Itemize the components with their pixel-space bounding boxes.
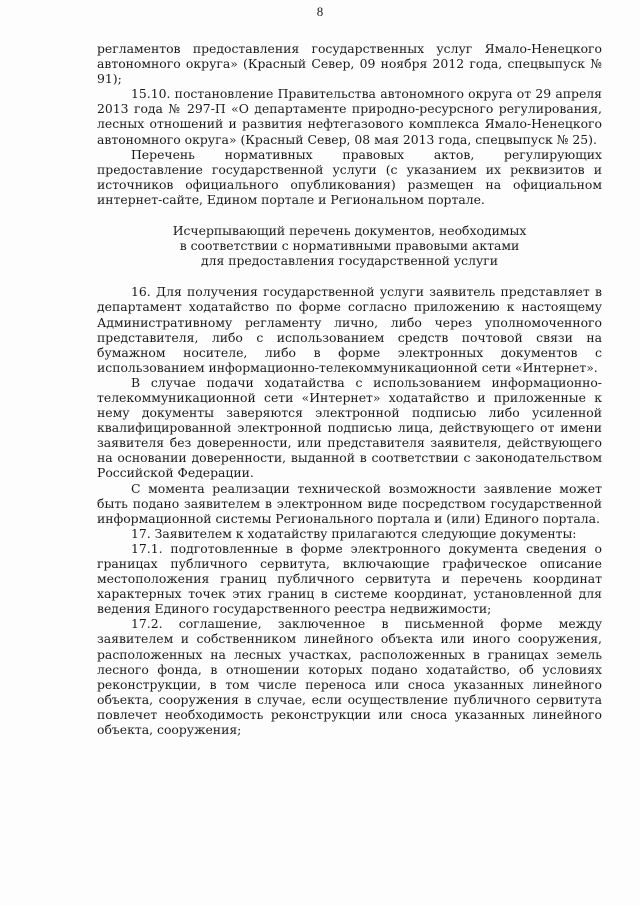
section-heading-line: для предоставления государственной услуги <box>200 253 499 269</box>
paragraph-16: 16. Для получения государственной услуги заявитель представляет в департамент ходатайство по форме согласно приложению к настоящему Административному регламенту лично, либо через уполномоченного представителя, либо с использованием средств почтовой связи на бумажном носителе, либо в форме электронных документов с использованием информационно-телекоммуникационной сети «Интернет». <box>97 284 602 375</box>
paragraph-17-1: 17.1. подготовленные в форме электронного документа сведения о границах публичного сервитута, включающие графическое описание местоположения границ публичного сервитута и перечень координат характерных точек этих границ в системе координат, установленной для ведения Единого государственного реестра недвижимости; <box>97 540 602 617</box>
paragraph-regulations-citation: регламентов предоставления государственных услуг Ямало-Ненецкого автономного округа» (Красный Север, 09 ноября 2012 года, спецвыпуск № 91); <box>97 41 602 87</box>
document-body <box>97 41 602 737</box>
paragraph-electronic-signature: В случае подачи ходатайства с использованием информационно-телекоммуникационной сети «Интернет» ходатайство и приложенные к нему документы заверяются электронной подписью либо усиленной квалифицированной электронной подписью лица, действующего от имени заявителя без доверенности, или представителя заявителя, действующего на основании доверенности, выданной в соответствии с законодательством Российской Федерации. <box>97 374 602 481</box>
section-heading-line: Исчерпывающий перечень документов, необходимых <box>172 223 527 239</box>
page-number: 8 <box>316 4 324 19</box>
paragraph-electronic-submission: С момента реализации технической возможности заявление может быть подано заявителем в электронном виде посредством государственной информационной системы Регионального портала и (или) Единого портала. <box>97 480 602 526</box>
paragraph-17-2: 17.2. соглашение, заключенное в письменной форме между заявителем и собственником линейного объекта или иного сооружения, расположенных на лесных участках, расположенных в границах земель лесного фонда, в отношении которых подано ходатайство, об условиях реконструкции, в том числе переноса или сноса указанных линейного объекта, сооружения в случае, если осуществление публичного сервитута повлечет необходимость реконструкции или сноса указанных линейного объекта, сооружения; <box>97 616 602 738</box>
paragraph-17: 17. Заявителем к ходатайству прилагаются следующие документы: <box>131 525 577 541</box>
section-heading <box>97 223 602 268</box>
section-heading-line: в соответствии с нормативными правовыми актами <box>179 238 520 254</box>
paragraph-legal-acts-list: Перечень нормативных правовых актов, регулирующих предоставление государственной услуги (с указанием их реквизитов и источников официального опубликования) размещен на официальном интернет-сайте, Едином портале и Региональном портале. <box>97 146 602 207</box>
paragraph-15-10: 15.10. постановление Правительства автономного округа от 29 апреля 2013 года № 297-П «О департаменте природно-ресурсного регулирования, лесных отношений и развития нефтегазового комплекса Ямало-Ненецкого автономного округа» (Красный Север, 08 мая 2013 года, спецвыпуск № 25). <box>97 86 602 147</box>
